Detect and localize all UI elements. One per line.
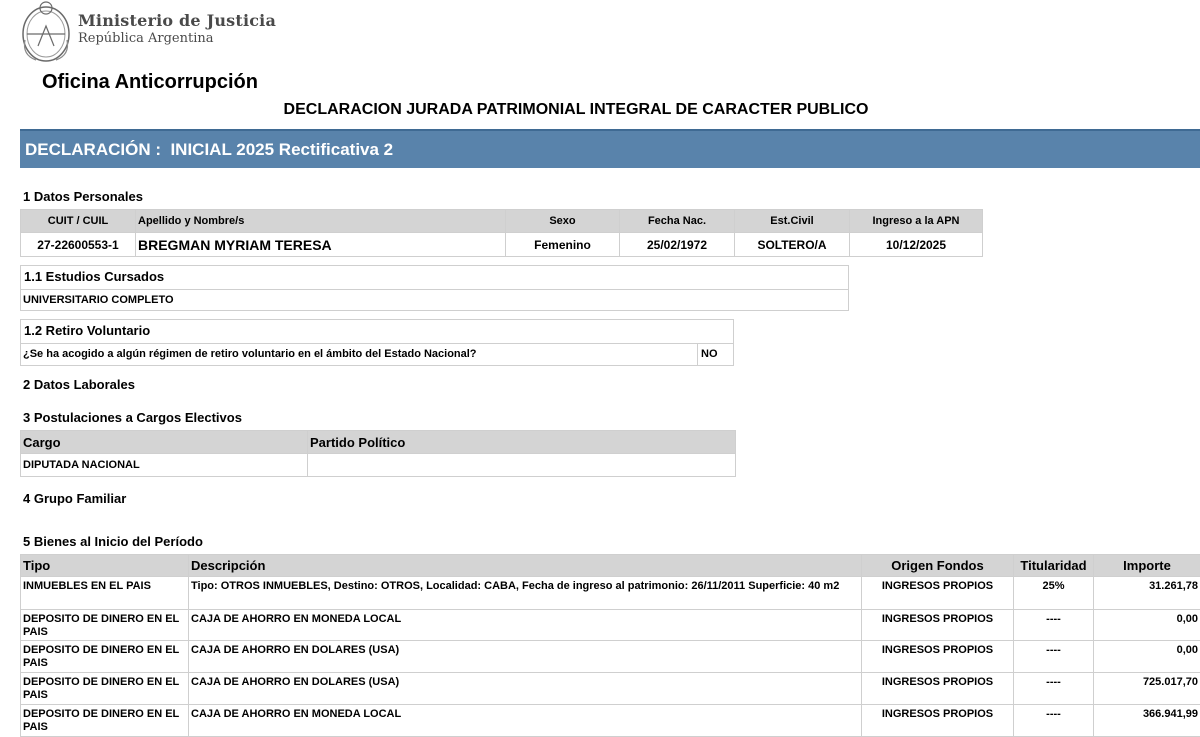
studies-value: UNIVERSITARIO COMPLETO: [21, 290, 848, 310]
section-retiro: 1.2 Retiro Voluntario: [21, 320, 733, 344]
retiro-question: ¿Se ha acogido a algún régimen de retiro voluntario en el ámbito del Estado Nacional?: [23, 348, 477, 360]
ministry-subtitle: República Argentina: [78, 31, 213, 46]
goods-origen: INGRESOS PROPIOS: [862, 673, 1014, 705]
col-titularidad: Titularidad: [1014, 555, 1094, 577]
document-title: DECLARACION JURADA PATRIMONIAL INTEGRAL DE CARACTER PUBLICO: [0, 101, 1152, 119]
goods-header-row: [21, 555, 1200, 577]
table-row: [21, 641, 1200, 673]
goods-tipo: DEPOSITO DE DINERO EN EL PAIS: [21, 673, 189, 705]
table-row: [21, 705, 1200, 737]
civil-value: SOLTERO/A: [735, 233, 850, 257]
declaration-text: DECLARACIÓN : INICIAL 2025 Rectificativa 2: [25, 140, 393, 160]
goods-titularidad: ----: [1014, 673, 1094, 705]
retiro-box: [20, 319, 734, 366]
sex-value: Femenino: [506, 233, 620, 257]
goods-origen: INGRESOS PROPIOS: [862, 641, 1014, 673]
col-birth: Fecha Nac.: [620, 210, 735, 233]
elect-header-row: [21, 431, 736, 454]
goods-tipo: DEPOSITO DE DINERO EN EL PAIS: [21, 705, 189, 737]
col-descripcion: Descripción: [189, 555, 862, 577]
section-family: 4 Grupo Familiar: [23, 491, 126, 506]
col-cuit: CUIT / CUIL: [21, 210, 136, 233]
col-name: Apellido y Nombre/s: [136, 210, 506, 233]
argentina-seal-icon: [20, 0, 72, 64]
name-value: BREGMAN MYRIAM TERESA: [136, 233, 506, 257]
goods-descripcion: CAJA DE AHORRO EN DOLARES (USA): [189, 673, 862, 705]
cargo-value: DIPUTADA NACIONAL: [21, 454, 308, 477]
section-labor: 2 Datos Laborales: [23, 377, 135, 392]
goods-importe: 725.017,70: [1094, 673, 1200, 705]
goods-descripcion: CAJA DE AHORRO EN DOLARES (USA): [189, 641, 862, 673]
cuit-value: 27-22600553-1: [21, 233, 136, 257]
studies-box: [20, 265, 849, 311]
personal-value-row: [21, 233, 983, 257]
goods-origen: INGRESOS PROPIOS: [862, 705, 1014, 737]
goods-importe: 0,00: [1094, 610, 1200, 641]
partido-value: [308, 454, 736, 477]
goods-tipo: DEPOSITO DE DINERO EN EL PAIS: [21, 641, 189, 673]
birth-value: 25/02/1972: [620, 233, 735, 257]
goods-titularidad: ----: [1014, 610, 1094, 641]
section-personal-data: 1 Datos Personales: [23, 189, 143, 204]
table-row: [21, 673, 1200, 705]
col-tipo: Tipo: [21, 555, 189, 577]
elect-row: [21, 454, 736, 477]
col-sex: Sexo: [506, 210, 620, 233]
col-importe: Importe: [1094, 555, 1200, 577]
goods-tipo: DEPOSITO DE DINERO EN EL PAIS: [21, 610, 189, 641]
goods-descripcion: CAJA DE AHORRO EN MONEDA LOCAL: [189, 610, 862, 641]
goods-table: [20, 554, 1200, 737]
goods-titularidad: 25%: [1014, 577, 1094, 610]
ministry-name: Ministerio de Justicia: [78, 11, 276, 30]
retiro-row: [21, 344, 733, 364]
goods-tipo: INMUEBLES EN EL PAIS: [21, 577, 189, 610]
goods-titularidad: ----: [1014, 641, 1094, 673]
goods-origen: INGRESOS PROPIOS: [862, 577, 1014, 610]
col-apn: Ingreso a la APN: [850, 210, 983, 233]
goods-origen: INGRESOS PROPIOS: [862, 610, 1014, 641]
declaration-bar: [20, 129, 1200, 168]
office-title: Oficina Anticorrupción: [42, 71, 258, 94]
personal-header-row: [21, 210, 983, 233]
apn-value: 10/12/2025: [850, 233, 983, 257]
col-cargo: Cargo: [21, 431, 308, 454]
table-row: [21, 610, 1200, 641]
goods-importe: 31.261,78: [1094, 577, 1200, 610]
goods-importe: 366.941,99: [1094, 705, 1200, 737]
goods-importe: 0,00: [1094, 641, 1200, 673]
goods-descripcion: Tipo: OTROS INMUEBLES, Destino: OTROS, Localidad: CABA, Fecha de ingreso al patrimonio: 26/11/2011 Superficie: 40 m2: [189, 577, 862, 610]
section-elect: 3 Postulaciones a Cargos Electivos: [23, 410, 242, 425]
section-studies: 1.1 Estudios Cursados: [21, 266, 848, 290]
section-goods: 5 Bienes al Inicio del Período: [23, 534, 203, 549]
col-civil: Est.Civil: [735, 210, 850, 233]
personal-data-table: [20, 209, 983, 257]
goods-titularidad: ----: [1014, 705, 1094, 737]
table-row: [21, 577, 1200, 610]
col-origen: Origen Fondos: [862, 555, 1014, 577]
goods-descripcion: CAJA DE AHORRO EN MONEDA LOCAL: [189, 705, 862, 737]
retiro-answer: NO: [697, 344, 718, 366]
elect-table: [20, 430, 736, 477]
col-partido: Partido Político: [308, 431, 736, 454]
